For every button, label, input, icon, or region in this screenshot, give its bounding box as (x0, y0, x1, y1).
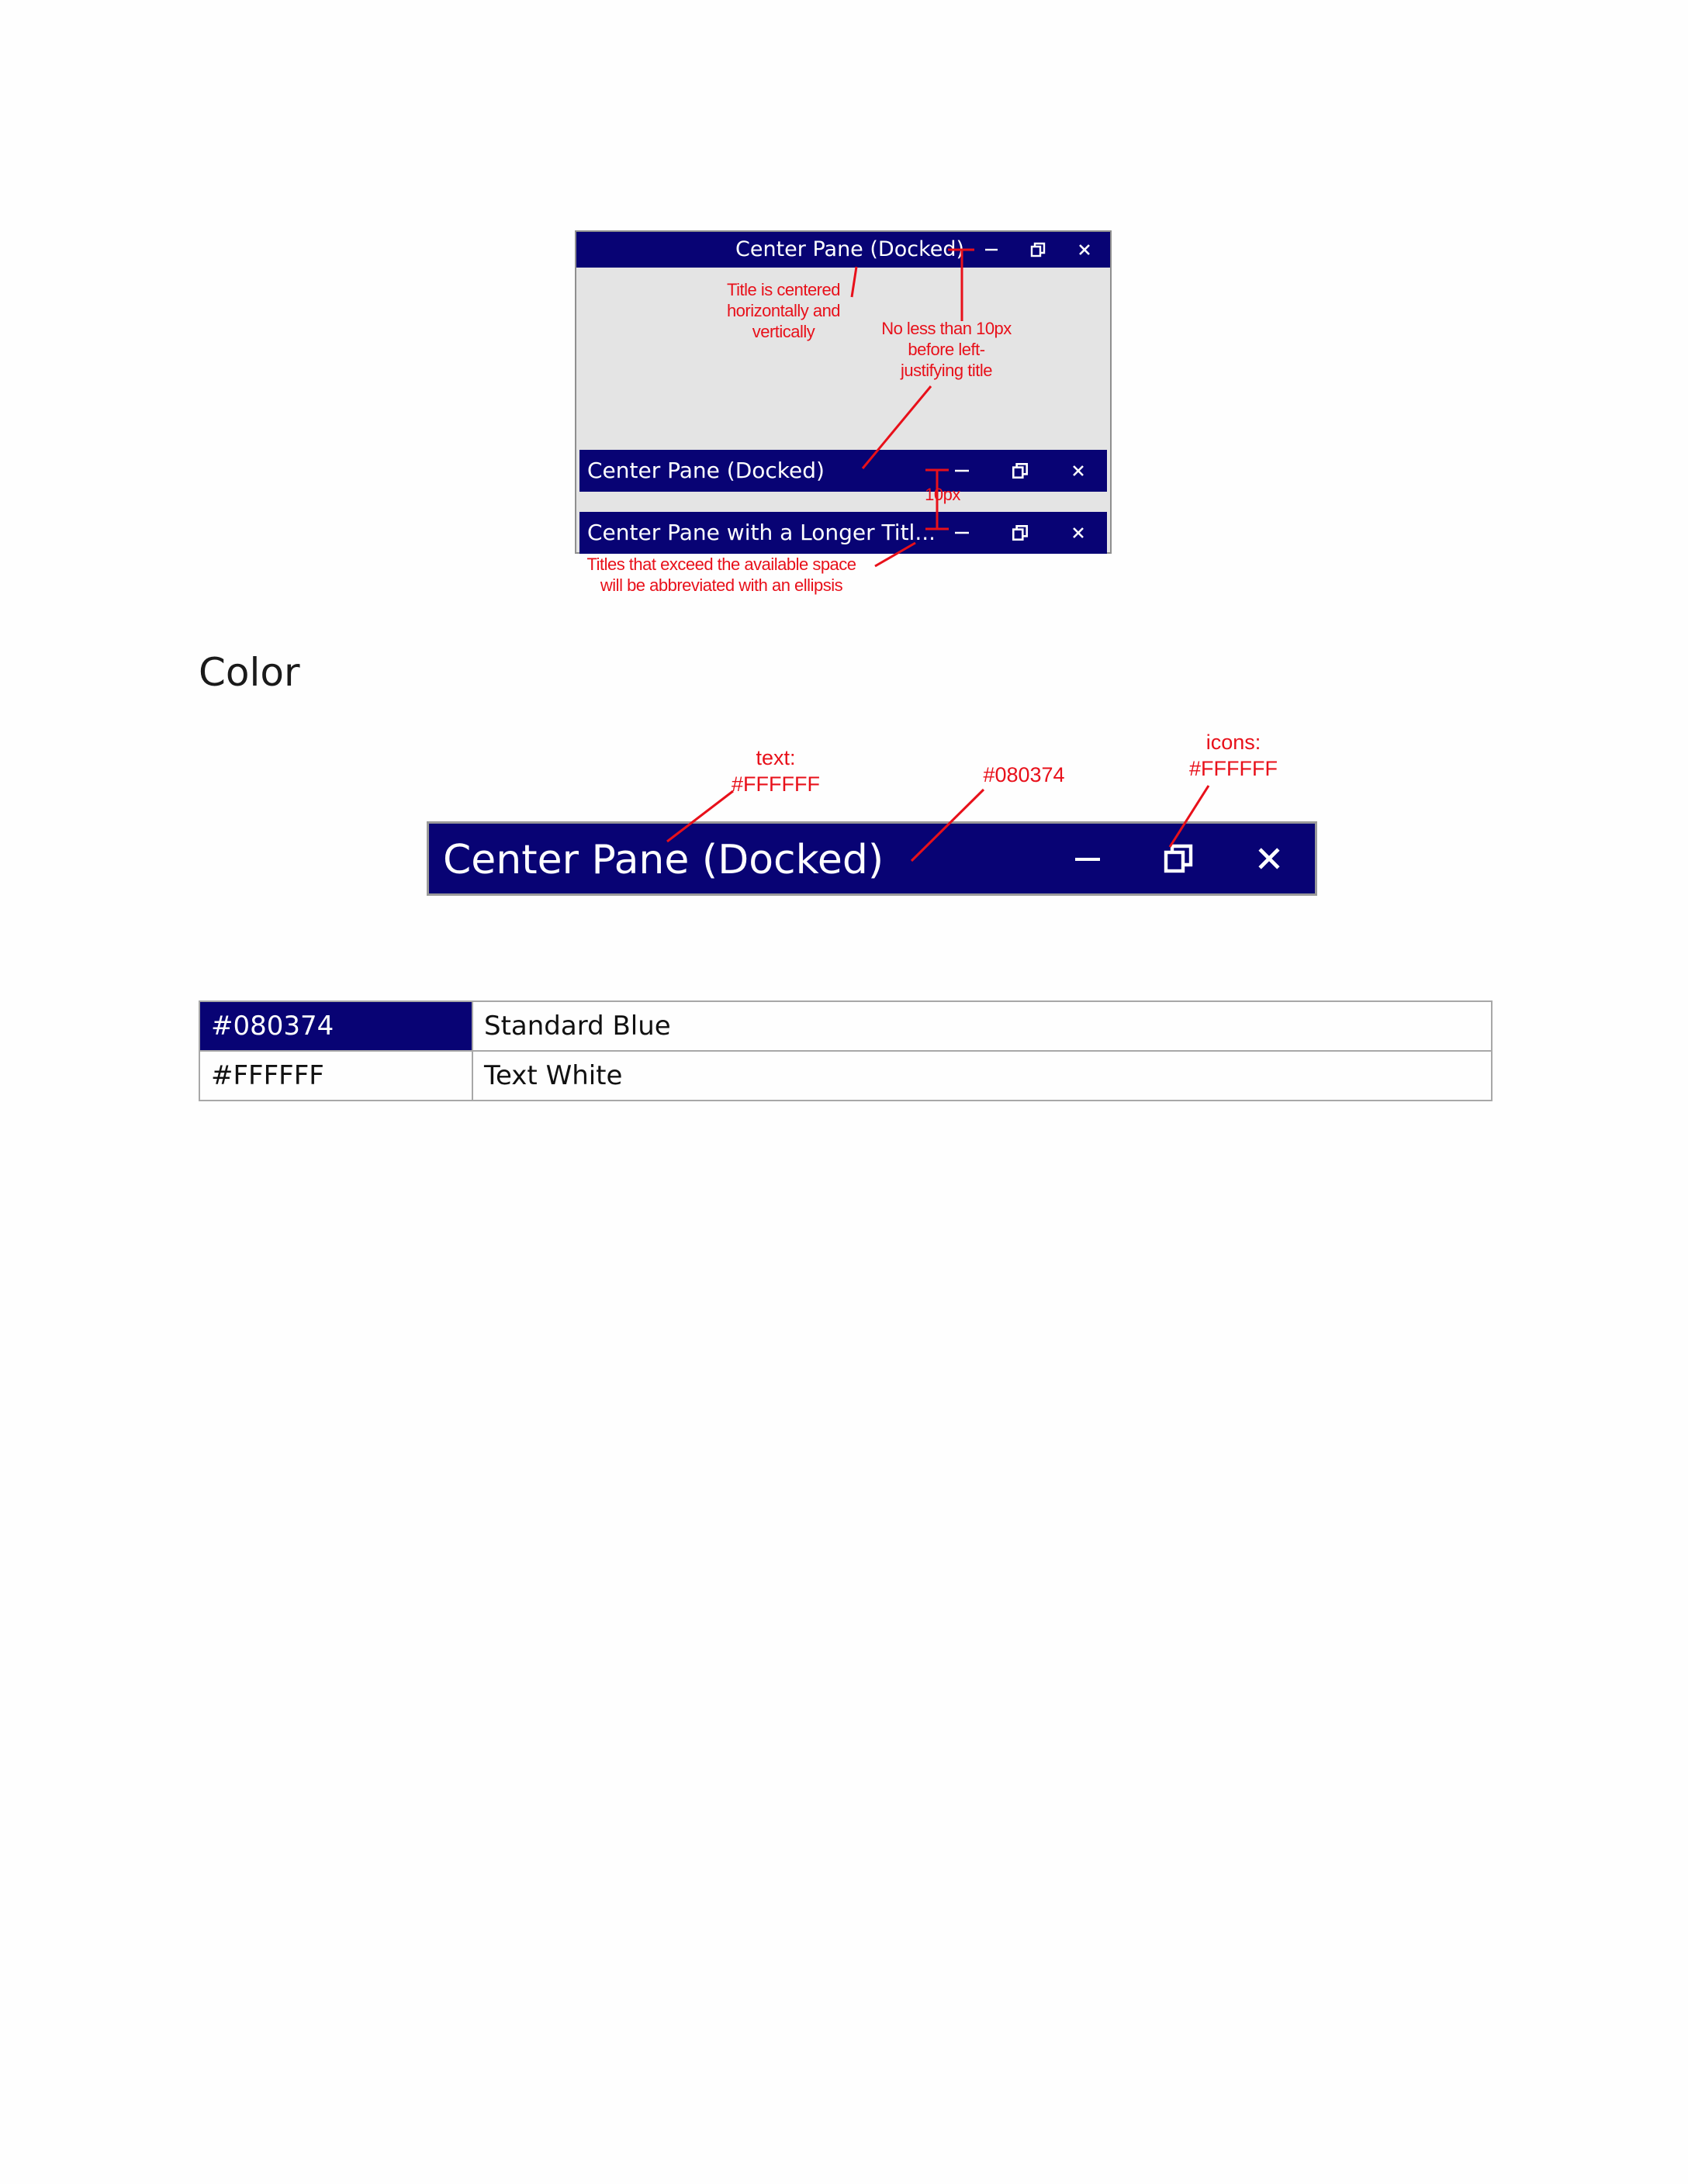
close-icon[interactable] (1224, 824, 1315, 893)
minimize-icon[interactable] (932, 512, 991, 554)
pane-title: Center Pane (Docked) (735, 237, 965, 261)
annotation-text-color: text: #FFFFFF (732, 746, 820, 796)
pane-titlebar-left-justified (579, 450, 1107, 492)
color-code-cell: #FFFFFF (199, 1051, 472, 1101)
pane-title: Center Pane (Docked) (443, 837, 884, 883)
color-name-cell: Standard Blue (472, 1001, 1492, 1051)
annotation-gap-10px: 10px (925, 485, 960, 504)
close-icon[interactable] (1049, 512, 1107, 554)
table-row (199, 1001, 1492, 1051)
pane-title-truncated: Center Pane with a Longer Titl... (587, 520, 936, 545)
restore-icon[interactable] (991, 450, 1049, 492)
pane-title: Center Pane (Docked) (587, 458, 825, 483)
annotation-title-centered: Title is centered horizontally and vertically (726, 280, 841, 341)
close-icon[interactable] (1061, 232, 1108, 268)
annotation-bg-color: #080374 (983, 763, 1065, 786)
annotation-ellipsis: Titles that exceed the available space will be abbreviated with an ellipsis (586, 555, 856, 595)
close-icon[interactable] (1049, 450, 1107, 492)
restore-icon[interactable] (1133, 824, 1223, 893)
annotation-min-gap: No less than 10px before left- justifying title (881, 319, 1012, 380)
pane-titlebar-centered (576, 232, 1110, 268)
color-name-cell: Text White (472, 1051, 1492, 1101)
restore-icon[interactable] (991, 512, 1049, 554)
pane-titlebar-color-spec (427, 821, 1317, 896)
color-table (199, 1000, 1493, 1101)
color-code-cell: #080374 (199, 1001, 472, 1051)
table-row (199, 1051, 1492, 1101)
minimize-icon[interactable] (968, 232, 1015, 268)
pane-titlebar-long-title (579, 512, 1107, 554)
restore-icon[interactable] (1015, 232, 1061, 268)
annotation-icons-color: icons: #FFFFFF (1189, 731, 1278, 780)
minimize-icon[interactable] (1042, 824, 1133, 893)
section-heading-color: Color (199, 650, 300, 695)
